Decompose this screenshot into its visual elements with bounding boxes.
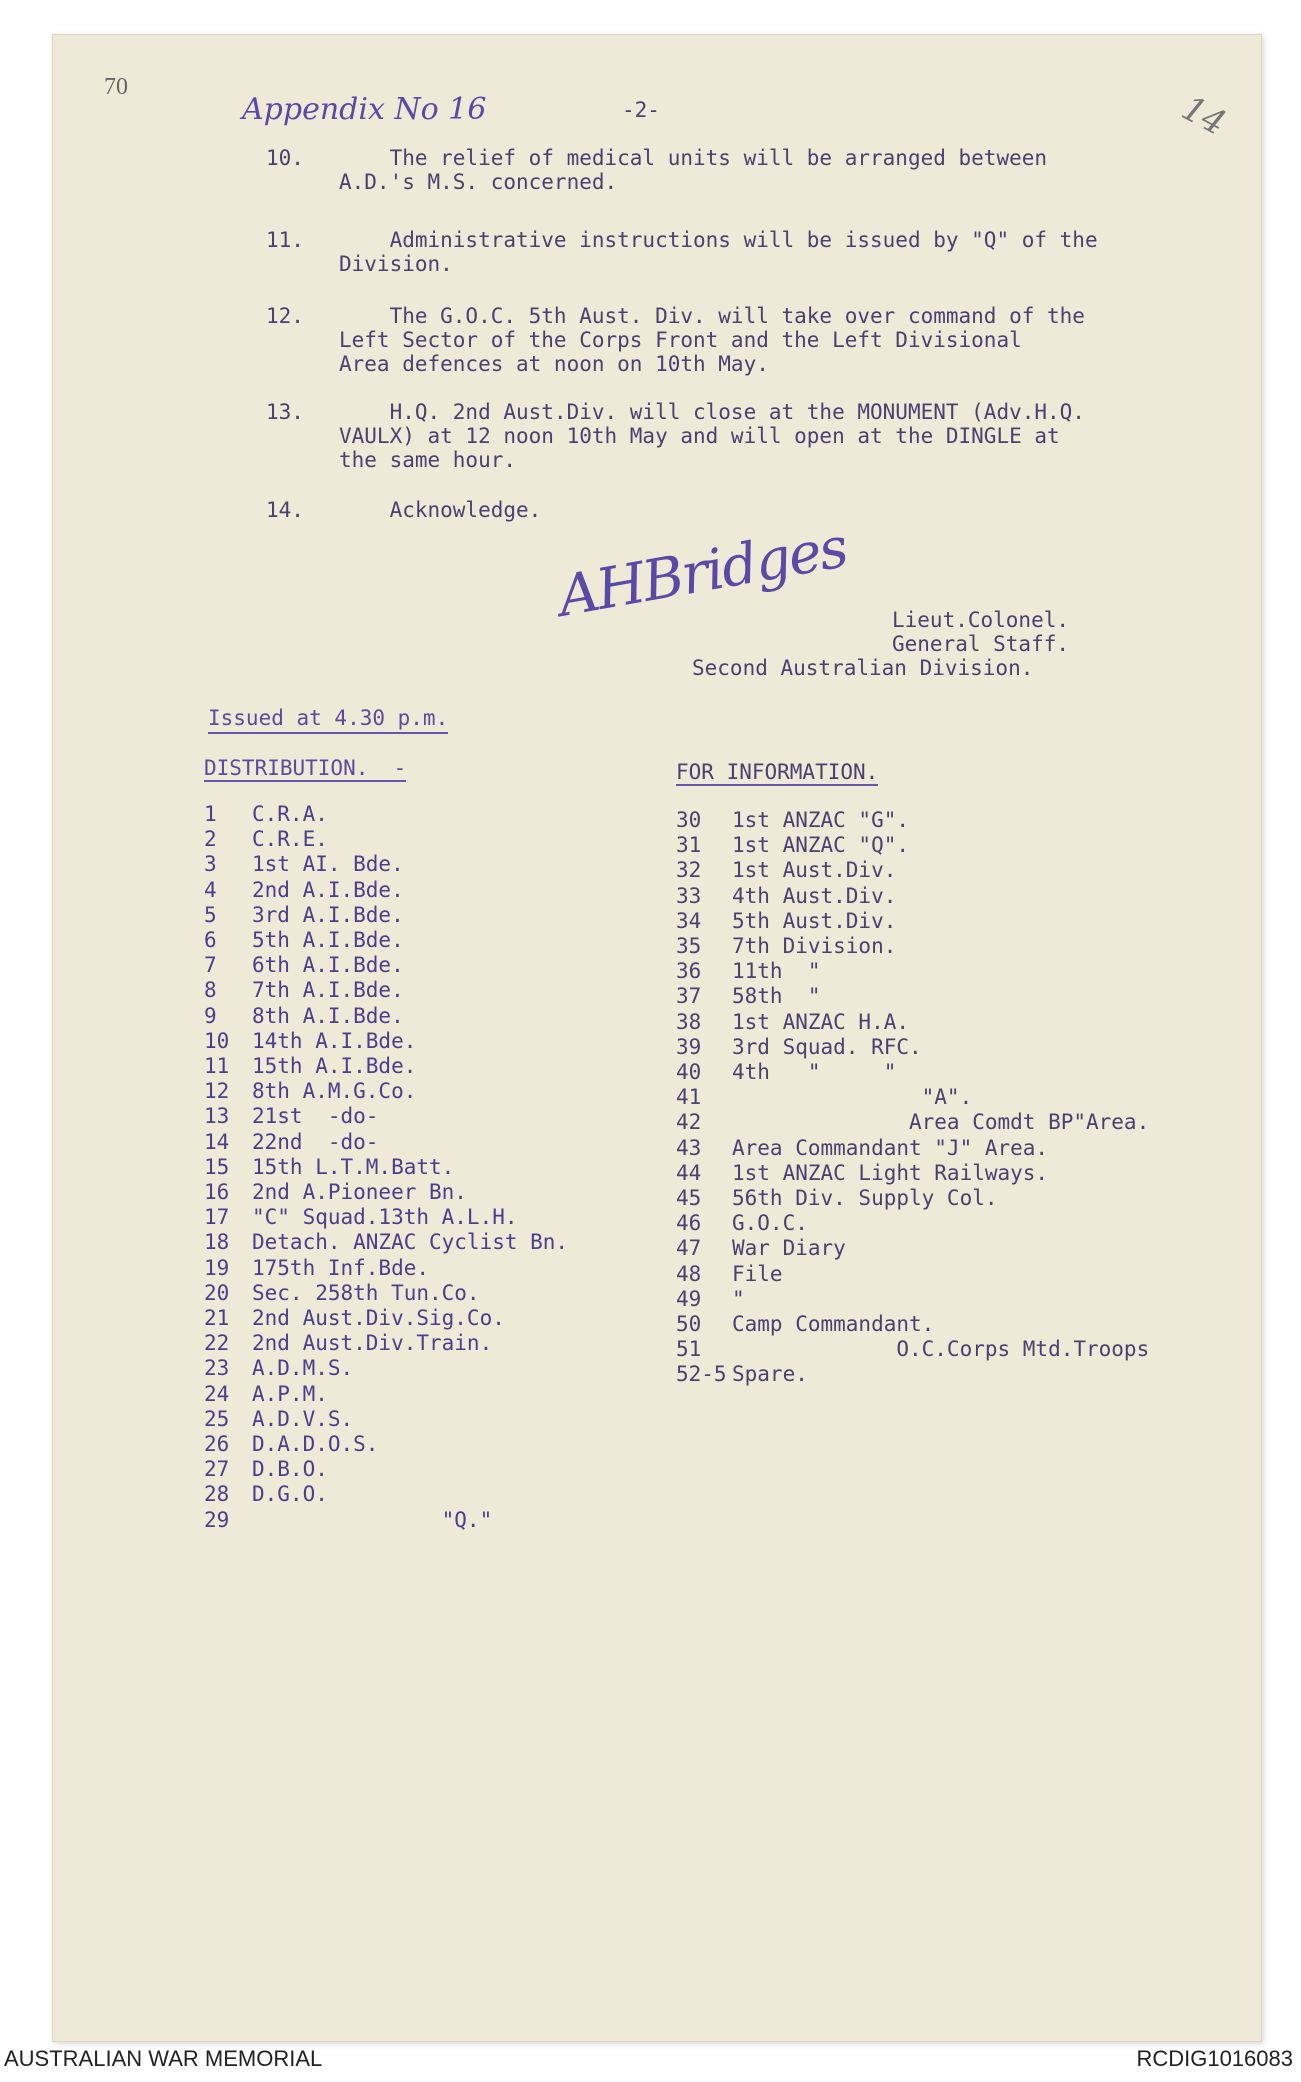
list-item-text: 4th Aust.Div. <box>732 883 897 908</box>
list-item-number: 24 <box>204 1381 230 1406</box>
list-item-number: 4 <box>204 877 217 902</box>
list-item-number: 11 <box>204 1054 230 1078</box>
list-item-text: A.P.M. <box>252 1381 328 1406</box>
list-item-number: 49 <box>676 1286 702 1311</box>
list-item-text: 5th A.I.Bde. <box>252 928 404 952</box>
list-item-text: O.C.Corps Mtd.Troops <box>732 1337 1150 1362</box>
list-item-text: D.B.O. <box>252 1457 328 1482</box>
list-item-text: Area Comdt BP"Area. <box>732 1110 1150 1135</box>
list-item-number: 8 <box>204 978 217 1003</box>
for-information-heading: FOR INFORMATION. <box>676 760 879 784</box>
list-item-number: 41 <box>676 1085 702 1110</box>
list-item-text: C.R.E. <box>252 827 328 852</box>
list-item-text: A.D.M.S. <box>252 1356 354 1381</box>
list-item-number: 30 <box>676 808 702 832</box>
list-item-text: 15th L.T.M.Batt. <box>252 1154 455 1179</box>
list-item-number: 36 <box>676 959 702 984</box>
handwritten-signature: AHBridges <box>553 515 852 630</box>
list-item-text: 15th A.I.Bde. <box>252 1054 417 1078</box>
list-item-number: 26 <box>204 1432 230 1456</box>
list-item-number: 23 <box>204 1356 230 1381</box>
list-item-text: 1st ANZAC H.A. <box>732 1009 910 1034</box>
list-item-text: Sec. 258th Tun.Co. <box>252 1280 480 1305</box>
list-item-text: Area Commandant "J" Area. <box>732 1135 1049 1160</box>
list-item-number: 39 <box>676 1034 702 1059</box>
list-item-text: War Diary <box>732 1236 846 1261</box>
paragraph-number: 12. <box>266 304 304 328</box>
list-item-text: 3rd A.I.Bde. <box>252 902 404 927</box>
list-item-number: 16 <box>204 1180 230 1204</box>
list-item-text: 2nd A.Pioneer Bn. <box>252 1180 467 1204</box>
list-item-number: 20 <box>204 1280 230 1305</box>
list-item-number: 32 <box>676 858 702 883</box>
appendix-label: Appendix No 16 <box>242 92 487 127</box>
list-item-text: 58th " <box>732 984 821 1009</box>
paragraph-number: 11. <box>266 228 304 252</box>
paragraph-line: Acknowledge. <box>339 498 542 522</box>
list-item-text: 7th Division. <box>732 934 897 958</box>
footer-institution: AUSTRALIAN WAR MEMORIAL <box>4 2046 323 2071</box>
list-item-text: Detach. ANZAC Cyclist Bn. <box>252 1230 569 1255</box>
list-item-number: 14 <box>204 1129 230 1154</box>
list-item-number: 22 <box>204 1331 230 1356</box>
list-item-text: 1st AI. Bde. <box>252 852 404 877</box>
paragraph-line: the same hour. <box>339 448 517 472</box>
list-item-number: 6 <box>204 928 217 952</box>
list-item-text: 2nd Aust.Div.Train. <box>252 1331 493 1356</box>
paragraph-line: The relief of medical units will be arranged between <box>339 146 1048 170</box>
signature-unit: Second Australian Division. <box>692 656 1034 680</box>
list-item-text: 1st ANZAC Light Railways. <box>732 1160 1049 1185</box>
list-item-number: 15 <box>204 1154 230 1179</box>
list-item-number: 48 <box>676 1261 702 1286</box>
list-item-number: 31 <box>676 833 702 858</box>
paragraph-line: H.Q. 2nd Aust.Div. will close at the MONUMENT (Adv.H.Q. <box>339 400 1085 424</box>
list-item-text: 11th " <box>732 959 821 984</box>
list-item-text: 4th " " <box>732 1060 897 1084</box>
list-item-text: File <box>732 1261 783 1286</box>
list-item-number: 51 <box>676 1337 702 1362</box>
list-item-text: 175th Inf.Bde. <box>252 1255 430 1280</box>
list-item-text: "Q." <box>252 1507 493 1532</box>
list-item-number: 37 <box>676 984 702 1009</box>
list-item-number: 2 <box>204 827 217 852</box>
list-item-number: 44 <box>676 1160 702 1185</box>
list-item-text: Spare. <box>732 1362 808 1387</box>
list-item-number: 19 <box>204 1255 230 1280</box>
list-item-text: 21st -do- <box>252 1104 379 1129</box>
list-item-number: 1 <box>204 802 217 826</box>
list-item-number: 29 <box>204 1507 230 1532</box>
list-item-number: 9 <box>204 1003 217 1028</box>
list-item-number: 45 <box>676 1186 702 1210</box>
paragraph-line: Division. <box>339 252 453 276</box>
list-item-text: G.O.C. <box>732 1211 808 1236</box>
list-item-text: 6th A.I.Bde. <box>252 953 404 978</box>
list-item-text: " <box>732 1286 745 1311</box>
list-item-text: D.A.D.O.S. <box>252 1432 379 1456</box>
corner-number: 14 <box>1175 88 1233 144</box>
list-item-number: 34 <box>676 908 702 933</box>
list-item-number: 38 <box>676 1009 702 1034</box>
list-item-number: 50 <box>676 1312 702 1336</box>
paragraph-line: Administrative instructions will be issued by "Q" of the <box>339 228 1098 252</box>
paragraph-number: 13. <box>266 400 304 424</box>
issued-time: Issued at 4.30 p.m. <box>208 706 448 734</box>
list-item-text: 56th Div. Supply Col. <box>732 1186 998 1210</box>
list-item-number: 47 <box>676 1236 702 1261</box>
reverse-bleed-through <box>142 534 166 582</box>
list-item-text: 1st ANZAC "G". <box>732 808 910 832</box>
list-item-number: 7 <box>204 953 217 978</box>
list-item-text: 1st ANZAC "Q". <box>732 833 910 858</box>
page-marker: -2- <box>622 98 660 122</box>
list-item-number: 40 <box>676 1060 702 1084</box>
signature-role: General Staff. <box>892 632 1070 656</box>
folio-number: 70 <box>104 74 128 100</box>
list-item-number: 21 <box>204 1306 230 1330</box>
list-item-number: 27 <box>204 1457 230 1482</box>
list-item-text: 3rd Squad. RFC. <box>732 1034 922 1059</box>
paragraph-line: Area defences at noon on 10th May. <box>339 352 769 376</box>
list-item-text: 8th A.I.Bde. <box>252 1003 404 1028</box>
list-item-text: C.R.A. <box>252 802 328 826</box>
paragraph-number: 14. <box>266 498 304 522</box>
list-item-text: 8th A.M.G.Co. <box>252 1079 417 1104</box>
paragraph-line: Left Sector of the Corps Front and the Left Divisional <box>339 328 1022 352</box>
paragraph-line: The G.O.C. 5th Aust. Div. will take over command of the <box>339 304 1085 328</box>
paragraph-line: VAULX) at 12 noon 10th May and will open at the DINGLE at <box>339 424 1060 448</box>
list-item-text: "C" Squad.13th A.L.H. <box>252 1205 518 1230</box>
list-item-text: 1st Aust.Div. <box>732 858 897 883</box>
list-item-text: D.G.O. <box>252 1482 328 1507</box>
list-item-number: 5 <box>204 902 217 927</box>
list-item-number: 13 <box>204 1104 230 1129</box>
list-item-number: 46 <box>676 1211 702 1236</box>
list-item-text: 2nd Aust.Div.Sig.Co. <box>252 1306 505 1330</box>
list-item-number: 35 <box>676 934 702 958</box>
list-item-text: 7th A.I.Bde. <box>252 978 404 1003</box>
list-item-number: 52-5 <box>676 1362 727 1387</box>
paragraph-line: A.D.'s M.S. concerned. <box>339 170 618 194</box>
distribution-heading: DISTRIBUTION. - <box>204 756 407 780</box>
list-item-number: 18 <box>204 1230 230 1255</box>
list-item-number: 28 <box>204 1482 230 1507</box>
list-item-text: "A". <box>732 1085 973 1110</box>
list-item-text: 2nd A.I.Bde. <box>252 877 404 902</box>
list-item-number: 25 <box>204 1406 230 1431</box>
list-item-text: 14th A.I.Bde. <box>252 1028 417 1053</box>
list-item-number: 17 <box>204 1205 230 1230</box>
list-item-number: 43 <box>676 1135 702 1160</box>
list-item-number: 12 <box>204 1079 230 1104</box>
list-item-text: 5th Aust.Div. <box>732 908 897 933</box>
footer-reference: RCDIG1016083 <box>1136 2046 1293 2071</box>
list-item-number: 10 <box>204 1028 230 1053</box>
document-page <box>52 34 1262 2042</box>
list-item-number: 42 <box>676 1110 702 1135</box>
signature-rank: Lieut.Colonel. <box>892 608 1070 632</box>
paragraph-number: 10. <box>266 146 304 170</box>
list-item-text: 22nd -do- <box>252 1129 379 1154</box>
list-item-text: A.D.V.S. <box>252 1406 354 1431</box>
list-item-number: 3 <box>204 852 217 877</box>
list-item-text: Camp Commandant. <box>732 1312 935 1336</box>
list-item-number: 33 <box>676 883 702 908</box>
